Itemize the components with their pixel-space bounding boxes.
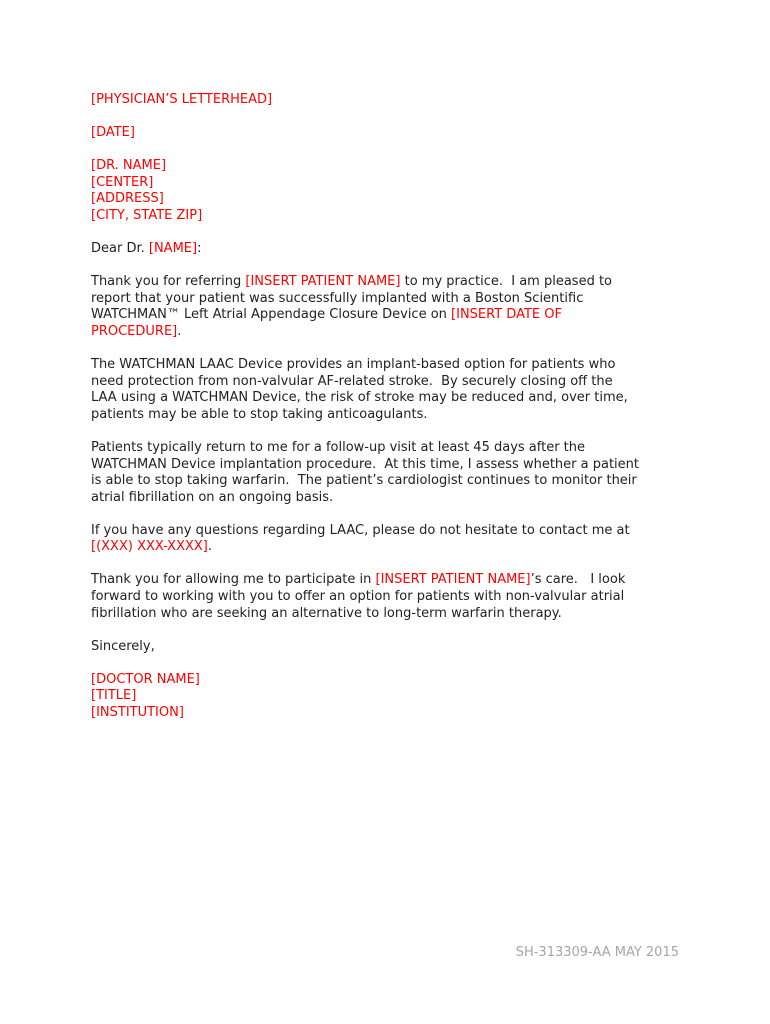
p3-line: is able to stop taking warfarin. The patient’s cardiologist continues to monitor their [91, 473, 637, 489]
procedure-date-placeholder: [INSERT DATE OF [451, 307, 562, 323]
patient-name-placeholder: [INSERT PATIENT NAME] [245, 274, 401, 290]
salutation-prefix: Dear Dr. [91, 241, 149, 257]
paragraph-contact [91, 523, 691, 556]
procedure-date-placeholder-cont: PROCEDURE] [91, 323, 178, 339]
recipient-name: [DR. NAME] [91, 158, 167, 174]
p1-text: Thank you for referring [91, 274, 246, 290]
p5-line: forward to working with you to offer an option for patients with non-valvular atrial [91, 589, 625, 605]
paragraph-device [91, 357, 691, 423]
patient-name-placeholder: [INSERT PATIENT NAME] [375, 572, 531, 588]
p2-line: LAA using a WATCHMAN Device, the risk of stroke may be reduced and, over time, [91, 390, 628, 406]
title-placeholder: [TITLE] [91, 688, 137, 704]
p1-line: report that your patient was successfully implanted with a Boston Scientific [91, 290, 584, 306]
paragraph-referral [91, 274, 691, 340]
p3-line: atrial fibrillation on an ongoing basis. [91, 489, 334, 505]
recipient-center: [CENTER] [91, 174, 154, 190]
p2-line: The WATCHMAN LAAC Device provides an implant-based option for patients who [91, 357, 616, 373]
closing: Sincerely, [91, 638, 155, 654]
p2-line: patients may be able to stop taking anticoagulants. [91, 406, 428, 422]
recipient-block [91, 158, 691, 224]
letterhead-placeholder: [PHYSICIAN’S LETTERHEAD] [91, 92, 273, 107]
document-code: SH-313309-AA MAY 2015 [515, 945, 679, 960]
p5-text: ’s care. I look [530, 572, 626, 588]
p1-text: . [177, 323, 182, 339]
p5-line: fibrillation who are seeking an alternative to long-term warfarin therapy. [91, 605, 562, 621]
date-placeholder: [DATE] [91, 125, 135, 141]
paragraph-thanks [91, 572, 691, 622]
salutation [91, 241, 691, 258]
p3-line: Patients typically return to me for a follow-up visit at least 45 days after the [91, 439, 586, 455]
p3-line: WATCHMAN Device implantation procedure. At this time, I assess whether a patient [91, 456, 639, 472]
salutation-suffix: : [197, 241, 202, 257]
phone-placeholder: [(XXX) XXX-XXXX] [91, 539, 208, 555]
doctor-name-placeholder: [DOCTOR NAME] [91, 671, 200, 687]
letter-body [91, 92, 691, 722]
signature-block [91, 672, 691, 722]
institution-placeholder: [INSTITUTION] [91, 705, 184, 721]
recipient-city-state-zip: [CITY, STATE ZIP] [91, 207, 203, 223]
p1-text: WATCHMAN™ Left Atrial Appendage Closure Device on [91, 307, 452, 323]
p4-text: . [207, 539, 213, 555]
p5-text: Thank you for allowing me to participate in [91, 572, 376, 588]
p2-line: need protection from non-valvular AF-related stroke. By securely closing off the [91, 373, 613, 389]
paragraph-follow-up [91, 440, 691, 506]
recipient-address: [ADDRESS] [91, 191, 164, 207]
p1-text: to my practice. I am pleased to [400, 274, 612, 290]
p4-line: If you have any questions regarding LAAC, please do not hesitate to contact me at [91, 522, 630, 538]
salutation-name: [NAME] [148, 241, 198, 257]
